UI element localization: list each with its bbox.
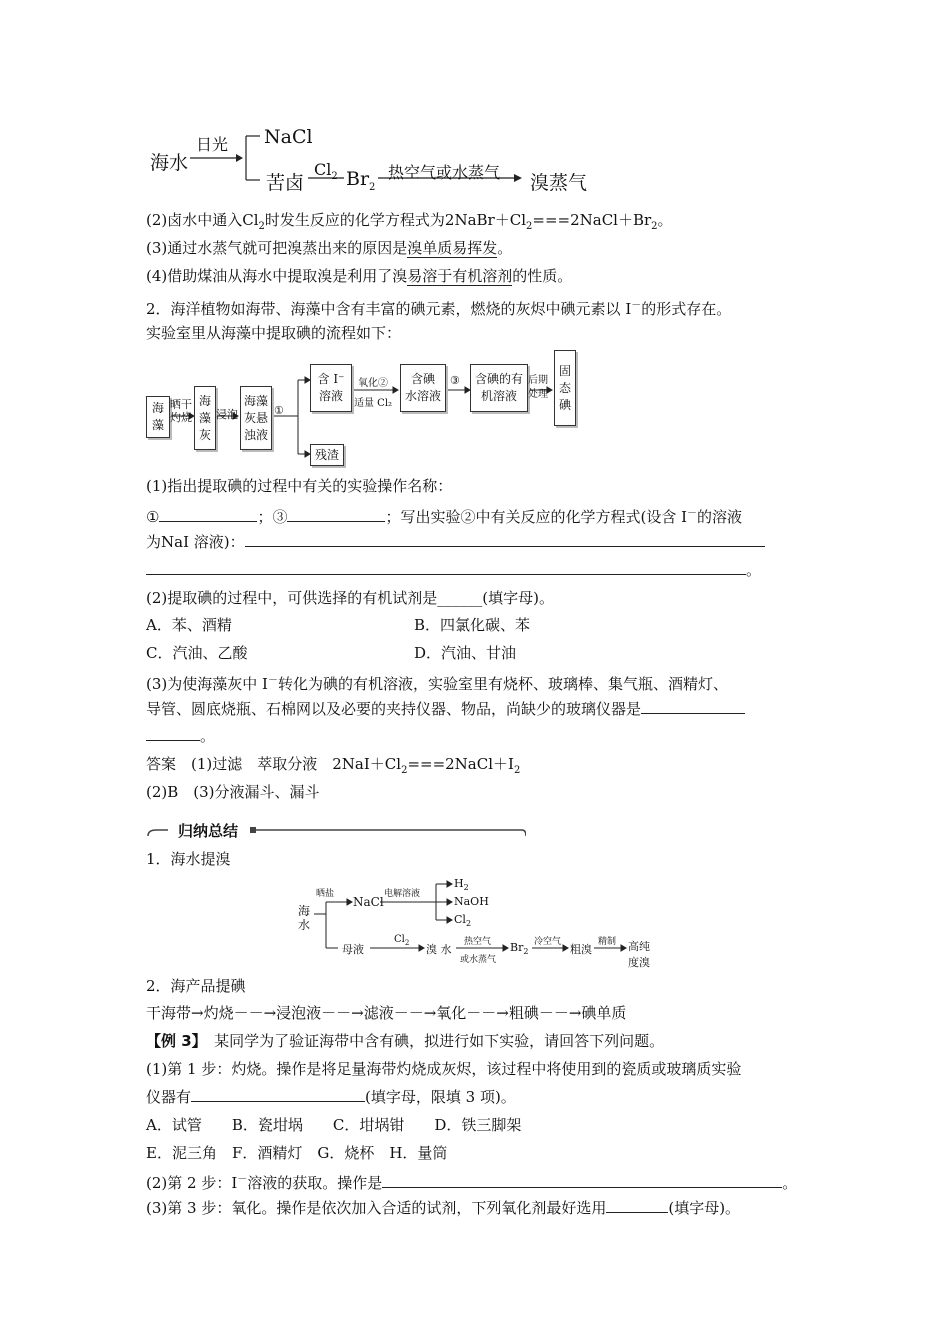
- flow-label-cl2: 适量 Cl₂: [354, 398, 393, 409]
- q2-sub3-line2: 导管、圆底烧瓶、石棉网以及必要的夹持仪器、物品，尚缺少的玻璃仪器是: [146, 699, 745, 719]
- summary-banner: [146, 820, 526, 840]
- summary-heading-2: 2．海产品提碘: [146, 977, 246, 995]
- cold-air-label: 冷空气: [534, 937, 562, 947]
- glassware-blank-1[interactable]: [641, 699, 745, 714]
- iodine-extraction-flow: 干海带→灼烧－－→浸泡液－－→滤液－－→氧化－－→粗碘－－→碘单质: [146, 1004, 627, 1022]
- example3-label: 【例 3】: [146, 1032, 200, 1050]
- sunlight-label: 日光: [196, 135, 229, 154]
- q1-part4: (4)借助煤油从海水中提取溴是利用了溴易溶于有机溶剂的性质。: [146, 267, 573, 285]
- iodine-flow-diagram: [146, 350, 586, 468]
- seawater-bromine-diagram: [296, 874, 666, 970]
- flow-box-iodine-organic: 含碘的有 机溶液: [470, 364, 528, 412]
- refine-label: 精制: [598, 937, 617, 947]
- q2-sub1-equation-line2: 。: [146, 560, 761, 580]
- example3-sub2: (2)第 2 步：I－溶液的获取。操作是 。: [146, 1174, 798, 1192]
- q2-intro-line2: 实验室里从海藻中提取碘的流程如下：: [146, 324, 402, 342]
- flow-label-step1: ①: [274, 404, 284, 417]
- q2-sub3-line3: 。: [146, 726, 215, 746]
- example3-sub3: (3)第 3 步：氧化。操作是依次加入合适的试剂，下列氧化剂最好选用 (填字母)。: [146, 1199, 741, 1217]
- crude-bromine-node: 粗溴: [570, 943, 592, 956]
- cl2-node: $Cl_2$: [454, 913, 472, 929]
- flow-box-ash-suspension: 海藻 灰悬 浊液: [240, 386, 272, 450]
- q2-answer-line2: (2)B (3)分液漏斗、漏斗: [146, 783, 320, 801]
- flow-label-step3: ③: [450, 374, 460, 387]
- q2-options-row2: C．汽油、乙酸 D．汽油、甘油: [146, 644, 517, 662]
- q2-sub1-blanks: ① ；③ ；写出实验②中有关反应的化学方程式(设含 I－的溶液: [146, 508, 743, 526]
- pure-bromine-node-1: 高纯: [628, 940, 650, 953]
- flow-label-dry-burn: 晒干 灼烧: [170, 398, 192, 424]
- seawater-node: 海 水: [298, 904, 311, 932]
- flow-box-solid-iodine: 固 态 碘: [554, 350, 576, 426]
- h2-node: $H_2$: [454, 877, 469, 893]
- flow-label-soak: 浸泡: [216, 408, 238, 421]
- bromine-flow-diagram: [148, 126, 618, 196]
- bromine-water-node: 溴 水: [426, 943, 452, 956]
- hot-air-label: 热空气或水蒸气: [388, 163, 501, 182]
- equation-blank-2[interactable]: [146, 560, 746, 575]
- flow-label-oxidize: 氧化②: [358, 378, 388, 389]
- answer-blank-3[interactable]: [287, 507, 385, 522]
- flow-box-iodine-water: 含碘 水溶液: [400, 364, 446, 412]
- answer-blank-1[interactable]: [159, 507, 257, 522]
- pure-bromine-node-2: 度溴: [628, 956, 650, 969]
- q1-part3: (3)通过水蒸气就可把溴蒸出来的原因是溴单质易挥发。: [146, 239, 513, 257]
- or-steam-label: 或水蒸气: [460, 955, 497, 965]
- flow-box-iodide-solution: 含 I⁻ 溶液: [310, 364, 352, 412]
- naoh-node: NaOH: [454, 895, 489, 908]
- hot-air-small-label: 热空气: [464, 937, 492, 947]
- q2-intro-line1: 2．海洋植物如海带、海藻中含有丰富的碘元素，燃烧的灰烬中碘元素以 I－的形式存在。: [146, 300, 732, 318]
- example3-sub1-line1: (1)第 1 步：灼烧。操作是将足量海带灼烧成灰烬，该过程中将使用到的瓷质或玻璃质实验: [146, 1060, 742, 1078]
- operation-blank[interactable]: [382, 1173, 782, 1188]
- q2-sub1: (1)指出提取碘的过程中有关的实验操作名称：: [146, 477, 453, 495]
- summary-heading-1: 1．海水提溴: [146, 850, 231, 868]
- cl2-reagent-label: $Cl_2$: [314, 160, 338, 183]
- nacl-node: NaCl: [353, 895, 384, 909]
- mother-liquor-node: 母液: [342, 943, 364, 956]
- glassware-blank-2[interactable]: [146, 726, 200, 741]
- q2-options-row1: A．苯、酒精 B．四氯化碳、苯: [146, 616, 531, 634]
- evaporate-label: 晒盐: [316, 889, 335, 899]
- flow-box-seaweed-ash: 海 藻 灰: [194, 386, 216, 450]
- bromine-vapor-label: 溴蒸气: [530, 172, 588, 194]
- seawater-label: 海水: [150, 152, 189, 174]
- summary-title: 归纳总结: [174, 820, 242, 841]
- q2-sub3-line1: (3)为使海藻灰中 I－转化为碘的有机溶液，实验室里有烧杯、玻璃棒、集气瓶、酒精灯、: [146, 675, 728, 693]
- flow-box-residue: 残渣: [310, 444, 344, 466]
- electrolysis-label: 电解溶液: [384, 889, 421, 899]
- example3-sub1-line2: 仪器有 (填字母，限填 3 项)。: [146, 1088, 516, 1106]
- br2-label: $Br_2$: [346, 168, 376, 193]
- instrument-blank[interactable]: [191, 1087, 365, 1102]
- q1-part2: (2)卤水中通入$Cl_2$时发生反应的化学方程式为$2NaBr+Cl_2===2NaCl+Br_2$。: [146, 211, 673, 232]
- cl2-reagent-small: $Cl_2$: [394, 934, 410, 947]
- q2-sub1-equation-line: 为NaI 溶液)：: [146, 532, 765, 552]
- example3-options-row2: E．泥三角 F．酒精灯 G．烧杯 H．量筒: [146, 1144, 448, 1162]
- br2-node: $Br_2$: [510, 941, 529, 957]
- example3-options-row1: A．试管 B．瓷坩埚 C．坩埚钳 D．铁三脚架: [146, 1116, 522, 1134]
- example3-intro: 【例 3】 某同学为了验证海带中含有碘，拟进行如下实验，请回答下列问题。: [146, 1032, 665, 1050]
- flow-label-post-process: 后期 处理: [528, 375, 548, 400]
- oxidant-blank[interactable]: [606, 1198, 668, 1213]
- q2-answer-line1: 答案 (1)过滤 萃取分液 $2NaI+Cl_2===2NaCl+I_2$: [146, 755, 521, 776]
- bittern-label: 苦卤: [266, 172, 305, 194]
- equation-blank-1[interactable]: [245, 532, 765, 547]
- nacl-label: NaCl: [264, 126, 313, 148]
- q2-sub2: (2)提取碘的过程中，可供选择的有机试剂是______(填字母)。: [146, 589, 554, 607]
- flow-box-seaweed: 海 藻: [146, 396, 170, 438]
